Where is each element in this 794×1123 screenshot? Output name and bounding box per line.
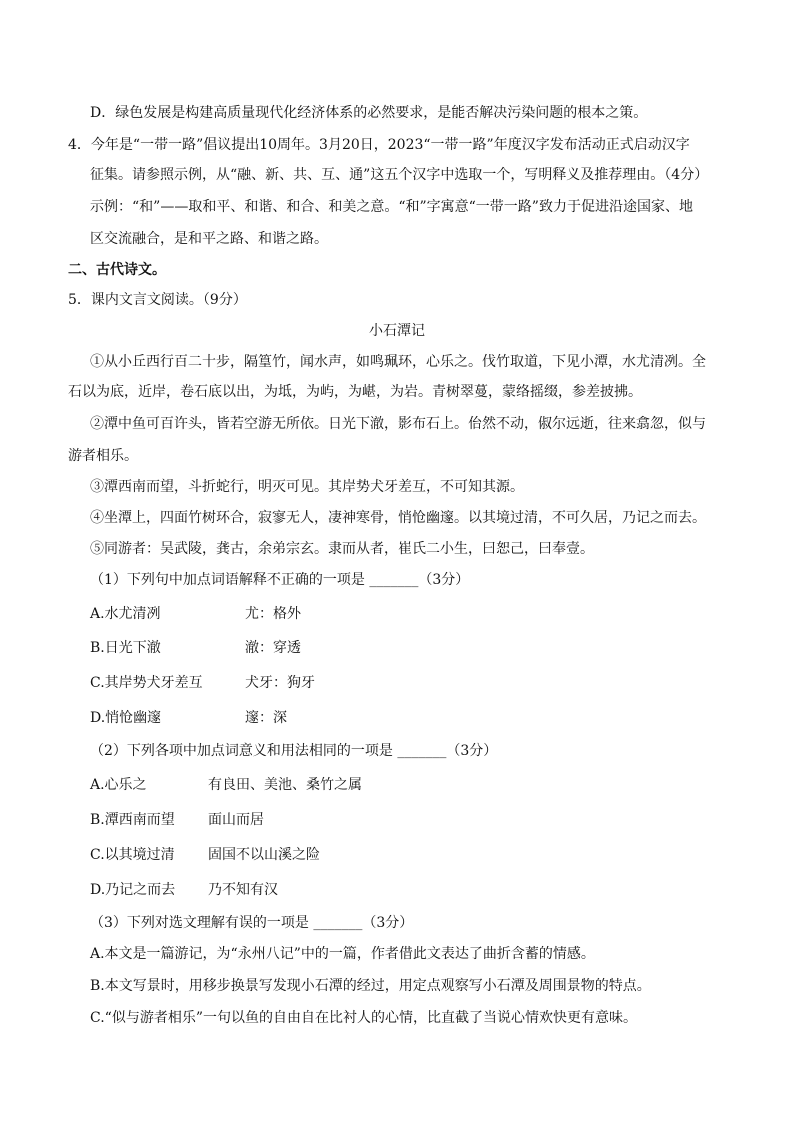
section-heading: 二、古代诗文。 — [68, 262, 166, 278]
subquestion-1-option-d-text: D.悄怆幽邃 — [90, 710, 162, 726]
q4-line-4: 区交流融合，是和平之路、和谐之路。 — [90, 231, 328, 247]
subquestion-2-option-d-compare: 乃不知有汉 — [208, 882, 278, 898]
subquestion-2-option-c-compare: 固国不以山溪之险 — [208, 847, 320, 863]
passage-paragraph-2-line-1: ②潭中鱼可百许头，皆若空游无所依。日光下澈，影布石上。佁然不动，俶尔远逝，往来翕忽，似与 — [90, 416, 706, 432]
q3-option-d: D．绿色发展是构建高质量现代化经济体系的必然要求，是能否解决污染问题的根本之策。 — [90, 105, 648, 121]
subquestion-2-option-b-text: B.潭西南而望 — [90, 812, 175, 828]
subquestion-3: （3）下列对选文理解有误的一项是 _______（3分） — [90, 915, 414, 931]
subquestion-2-option-c-text: C.以其境过清 — [90, 847, 175, 863]
passage-paragraph-4: ④坐潭上，四面竹树环合，寂寥无人，凄神寒骨，悄怆幽邃。以其境过清，不可久居，乃记之而去。 — [90, 510, 706, 526]
subquestion-3-option-b: B.本文写景时，用移步换景写发现小石潭的经过，用定点观察写小石潭及周围景物的特点。 — [90, 978, 651, 994]
passage-paragraph-1-line-2: 石以为底，近岸，卷石底以出，为坻，为屿，为嵁，为岩。青树翠蔓，蒙络摇缀，参差披拂。 — [68, 384, 642, 400]
q4-line-2: 征集。请参照示例，从“融、新、共、互、通”这五个汉字中选取一个，写明释义及推荐理由。（4分） — [90, 167, 709, 183]
q5-heading: 5．课内文言文阅读。（9分） — [68, 292, 247, 308]
subquestion-1: （1）下列句中加点词语解释不正确的一项是 _______（3分） — [90, 572, 470, 588]
subquestion-1-option-d-explanation: 邃：深 — [245, 710, 287, 726]
subquestion-1-option-a-explanation: 尤：格外 — [245, 606, 301, 622]
subquestion-2-option-a-text: A.心乐之 — [90, 777, 147, 793]
subquestion-3-option-c: C.“似与游者相乐”一句以鱼的自由自在比衬人的心情，比直截了当说心情欢快更有意味。 — [90, 1010, 637, 1026]
q4-line-3: 示例：“和”——取和平、和谐、和合、和美之意。“和”字寓意“一带一路”致力于促进沿途国家、地 — [90, 199, 693, 215]
subquestion-2: （2）下列各项中加点词意义和用法相同的一项是 _______（3分） — [90, 743, 498, 759]
subquestion-2-option-a-compare: 有良田、美池、桑竹之属 — [208, 777, 362, 793]
q4-line-1: 4．今年是“一带一路”倡议提出10周年。3月20日，2023“一带一路”年度汉字发布活动正式启动汉字 — [68, 137, 690, 153]
passage-paragraph-1-line-1: ①从小丘西行百二十步，隔篁竹，闻水声，如鸣珮环，心乐之。伐竹取道，下见小潭，水尤清冽。全 — [90, 354, 706, 370]
subquestion-2-option-b-compare: 面山而居 — [208, 812, 264, 828]
subquestion-2-option-d-text: D.乃记之而去 — [90, 882, 176, 898]
passage-title: 小石潭记 — [369, 323, 425, 339]
subquestion-1-option-c-text: C.其岸势犬牙差互 — [90, 675, 203, 691]
passage-paragraph-5: ⑤同游者：吴武陵，龚古，余弟宗玄。隶而从者，崔氏二小生，曰恕己，曰奉壹。 — [90, 541, 594, 557]
subquestion-1-option-b-text: B.日光下澈 — [90, 640, 161, 656]
subquestion-3-option-a: A.本文是一篇游记，为“永州八记”中的一篇，作者借此文表达了曲折含蓄的情感。 — [90, 946, 595, 962]
subquestion-1-option-a-text: A.水尤清冽 — [90, 606, 161, 622]
passage-paragraph-2-line-2: 游者相乐。 — [68, 448, 138, 464]
passage-paragraph-3: ③潭西南而望，斗折蛇行，明灭可见。其岸势犬牙差互，不可知其源。 — [90, 479, 524, 495]
subquestion-1-option-c-explanation: 犬牙：狗牙 — [245, 675, 315, 691]
subquestion-1-option-b-explanation: 澈：穿透 — [245, 640, 301, 656]
